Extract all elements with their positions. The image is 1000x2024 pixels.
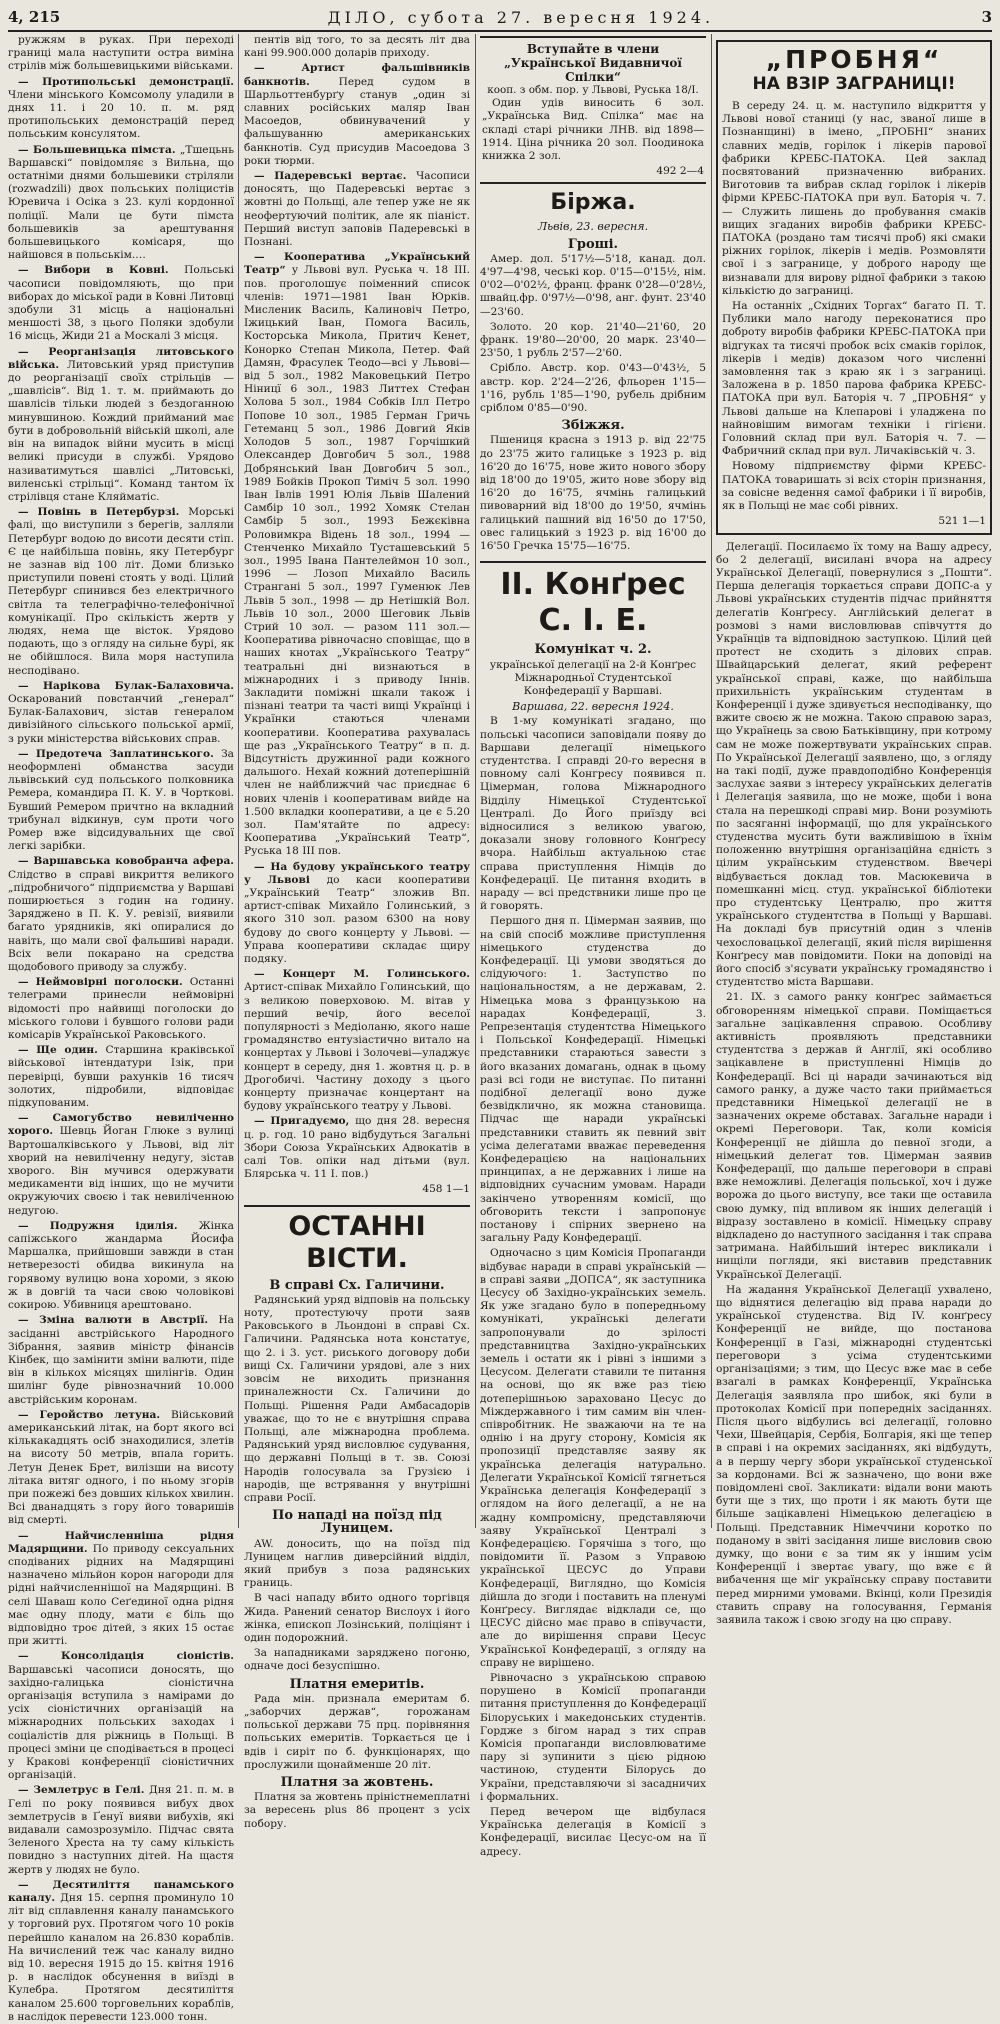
article-paragraph: В 1-му комунікаті згадано, що польські часописи заповідали появу до Варшави делегації німецького студентства. І справді 20-го вересня в повному салі Конгресу появився п. Цімерман, голова Міжнародного Відділу Німецької Студентської Централі. До Його приїзду всі відносилися з великою увагою, доказали знову головного Конґресу вчора. Найбільш актуальною стає справа приступлення Німців до Конфедерації. Це питання входить в нараду — всі предствники лише про це й говорять. bbox=[480, 715, 706, 913]
news-item-text: Морські фалі, що виступили з берегів, залляли Петербург водою до висоти десяти стіп. Є це найбільша повінь, яку Петербург не зазнав від 100 літ. Доми близько приступили повені стоять у воді. Цілий Петербург спинився без електричного світла та телеграфічно-телефонічної комунікації. Про скількість жертв у людях, нема ще вісток. Урядово подають, що з огляду на сильне бурі, як не обійшлося. Вила моря наступила несподівано. bbox=[8, 506, 234, 677]
communique-title: Комунікат ч. 2. bbox=[534, 642, 652, 658]
ad-text: Один удів виносить 6 зол. „Українська Вид. Спілка“ має на складі старі річники ЛНВ. від 1898—1914. Ціна річника 20 зол. Поодинока книжка 2 зол. bbox=[482, 97, 704, 163]
section-title: В справі Сх. Галичини. bbox=[269, 1277, 445, 1293]
news-item-text: Литовський уряд приступив до реорганізації своїх стрільців — „шавлісів“. Від 1. т. м. приймають до шавлісів тільки людей з бездоганною минувшиною. Кождий прийманий має бути в добровольній війській школі, але він на випадок війни мусить в місці великі присуди в службі. Урядово називатимуться шавлісі „Литовські, виленські стрільці“. Команд тантом їх стрілівця стане Кляйматіс. bbox=[8, 358, 234, 503]
article-paragraph: 21. IX. з самого ранку конґрес займається обговоренням німецької справи. Поміщається загальне зацікавлення справою. Особливу активність проявляють представники студентства з держав й Англії, які особливо зацікавлене в приступленні Німців до Конфедерації. Всі ці наради зачинаються від самого ранку, а дуже часто таки приймається представники Німецької делегації не в зазначених окреме обставах. Загальне наради і окремі Переговори. Так, коли комісія Конференції не дійшла до певної згоди, а німецький делегат тов. Цімерман заявив Конфедерації, що дальше переговори в справі вже неможливі. Делегація польської, хоч і дуже ворожа до цього виступу, все таки ще оставила свою думку, під впливом як інших делегацій і відразу зоставлено в комісії. Німецьку справу відкладено до наступного засідання і так справа затримана. Найбільший інтерес викликали і нищіли погляди, які виставив представник Української Делегації. bbox=[716, 991, 992, 1281]
article-text: AW. доносить, що на поїзд під Луницем наглив диверсійний відділ, який прибув з поза радянських границь. bbox=[244, 1537, 470, 1590]
communique-subtitle: української делегації на 2-й Конґрес Міжнародньої Студентської Конфедерації у Варшаві. bbox=[489, 658, 697, 697]
news-item bbox=[244, 34, 470, 60]
news-item-text: Дня 21. п. м. в Гелі по року появився вибух двох землетрусів в Ґенуї вияви вибухів, які видавали самозрозуміло. Підчас свята Зеленого Хреста на ту саму кількість повидно з наступних дітей. На щастя жертв у людях не було. bbox=[8, 1784, 234, 1876]
article-text: Рада мін. признала емеритам б. „заборчих держав“, горожанам польської держави 75 прц. порівняння польських емеритів. Торкається це і вдів і сиріт по б. функціонарях, що прослужили щонайменше 20 літ. bbox=[244, 1692, 470, 1771]
news-item-text: Перед судом в Шарльоттенбурґу станув „один зі славних російських маляр Іван Масоедов, обвинувачений у фальшуванню американських банкнотів. Суд присудив Масоедова 3 роки тюрми. bbox=[244, 75, 470, 167]
news-item bbox=[8, 1044, 234, 1110]
news-item bbox=[8, 76, 234, 142]
news-item bbox=[8, 1784, 234, 1876]
ad-text: В середу 24. ц. м. наступило відкриття у Львові нової станиці (у нас, званої лише в Познанщині) в імено, „ПРОБНІ“ знаних славних медів, горілок і лікерів парової фабрики КРЕБС-ПАТОКА. Цей заклад посвятований призначенню вибраних. Виготовив та вибрав склад горілок і лікерів фірми КРЕБС-ПАТОКА при вул. Баторія ч. 7. — Служить лишень до пробування смаків вищих згаданих виробів фабрики КРЕБС-ПАТОКА (роздано там тисячі проб) які смаки ріжних горілок, лікерів і медів. Розмовляти свої і з загранице, у доброго народу ще визнавали для вирову рідної фабрики з такою кількістю до заграниці. bbox=[722, 100, 986, 297]
news-item-heading: — Зміна валюти в Австрії. bbox=[18, 1314, 219, 1327]
news-item-heading: — Протипольські демонстрації. bbox=[18, 75, 234, 88]
news-item bbox=[244, 861, 470, 967]
column-1 bbox=[8, 34, 234, 2023]
news-item bbox=[8, 1314, 234, 1406]
publisher-ad bbox=[480, 36, 706, 184]
news-item-heading: — Падеревські вертає. bbox=[254, 170, 417, 183]
news-item bbox=[244, 170, 470, 249]
ad-title: „Української Видавничої Спілки“ bbox=[504, 56, 682, 84]
article-text: Платня за жовтень пріністнемеплатні за вересень plus 86 процент з усіх побору. bbox=[244, 1791, 470, 1830]
ad-number: 492 2—4 bbox=[656, 165, 704, 178]
news-item bbox=[8, 1530, 234, 1649]
exchange-text: Золото. 20 кор. 21'40—21'60, 20 франк. 19'80—20'00, 20 марк. 23'40—23'50, 1 рубль 2'57—2'60. bbox=[480, 320, 706, 360]
news-item-heading: — Реорганізація литовського війська. bbox=[8, 345, 234, 371]
latest-news-title: ОСТАННІ ВІСТИ. bbox=[244, 1205, 470, 1275]
news-item-text: Старшина краківської військової інтендатури Ізік, при перевірці, бувши рахунків 16 тисяч золотих, підробили, відповідає підкупованим. bbox=[8, 1044, 234, 1110]
exchange-text: Пшениця красна з 1913 р. від 22'75 до 23'75 жито галицьке з 1923 р. від 16'20 до 16'75, нове жито нового збору від 18'00 до 19'05, жито нове збору від 16'20 до 16'75, ячмінь галицький пивоварний від 18'00 до 19'50, ячмінь галицький пашний від 16'50 до 17'50, овес галицький з 1923 р. від 16'00 до 16'50 Гречка 15'75—16'75. bbox=[480, 434, 706, 553]
news-list bbox=[8, 34, 234, 2024]
article-body bbox=[716, 541, 992, 1628]
ad-text: Новому підприємству фірми КРЕБС-ПАТОКА товаришать зі всіх сторін признання, за совісне ведення самої фабрики і її виробів, як в Польщі не має собі рівних. bbox=[722, 460, 986, 513]
ad-subtitle: кооп. з обм. пор. у Львові, Руська 18/І. bbox=[487, 84, 699, 96]
news-item-text: до каси кооперативи „Український Театр“ зложив Вп. артист-співак Михайло Голинський, з якого 310 зол. разом 6300 на нову будову до свого концерту у Львові. — Управа кооперативи складає щиру подяку. bbox=[244, 873, 470, 966]
news-item-text: „Тшецьнь Варшавскі“ повідомляє з Вильна, що остатніми днями большевики стріляли (rozwadzili) двох польських поліцистів Юревича і Осіка з 23. кулі кордонної поліції. Мали це бути пімста большевиків за арештування большевицького комісаря, що найшовся в польськім.… bbox=[8, 143, 234, 262]
news-item bbox=[8, 1879, 234, 2024]
article-paragraph: Рівночасно з українською справою порушено в Комісії пропаганди питання приступлення до Конфедерації Білоруських і македонських студентів. Гордже з бігом нарад з тих справ Комісія пропаганди висловлюватиме пару зі зупинити з цією рідною частиною, студенти Білорусь до України, представляючи зі засадничих і формальних. bbox=[480, 1671, 706, 1803]
news-item-heading: — Подружня ідилія. bbox=[18, 1219, 199, 1232]
exchange-text: Амер. дол. 5'17½—5'18, канад. дол. 4'97—4'98, чеські кор. 0'15—0'15½, нім. 0'02—0'02½, франц. франк 0'28—0'28½, швайц.фр. 0'97½—0'98, анг. фунт. 23'40—23'60. bbox=[480, 252, 706, 318]
article-paragraph: Одночасно з цим Комісія Пропаганди відбуває наради в справі українській — в справі заяви „ДОПСА“, як заступника Цесусу об Західно-українських земель. Як уже згадано було в попередньому комунікаті, українські делегати запропонували до зрілості представництва Західно-українських земель і остати як і рівні з іншими з Цесусом. Делегати ставили те питання на основі, що як вже раз тією дотеперішньою зараховано Цесус до Міждержавного і тим самим він член-співробітник. Не зважаючи на те на однію і на другу сторону, Комісія як пропозиції представляє заяву як українська делегація натурально. Делегати Української Комісії тягнеться Українська делегація Конфедерації з оглядом на його делегації, а не на жадну компромісну, представляючи заяву Української Централі з Конфедерацією. Горячіша з того, що повідомити її. Разом з Управою української ЦЕСУС до Управи Конфедерації, Виглядно, що Комісія дійшла до згоди і поставить на пленумі Конґресу. Виглядає відклади се, що ЦЕСУС дійсно має право в співучасти, але до вирішення справи Цесус Української Конфедерації, з огляду на справу не вирішено. bbox=[480, 1247, 706, 1669]
news-item-heading: — Самогубство невиліченно хорого. bbox=[8, 1112, 234, 1138]
news-item-text: На засіданні австрійського Народного Зібрання, заявив міністр фінансів Кінбек, що замінити зміни валюти, піде він в кількох місяцях шилінгів. Один шилінг буде рівнозначний 10.000 австрійським коронам. bbox=[8, 1314, 234, 1406]
section-title: Платня емеритів. bbox=[289, 1676, 425, 1692]
news-item-text: Останні телеграми принесли неймовірні відомості про найвищі поголоски до міського голови і бувшого голови ради комісарів Української Раковського. bbox=[8, 976, 234, 1042]
news-item bbox=[8, 346, 234, 504]
column-divider bbox=[238, 34, 239, 1528]
news-item bbox=[244, 1115, 470, 1181]
news-item bbox=[8, 1650, 234, 1782]
news-item-text: Члени мінського Комсомолу уладили в днях 11. і 20 10. п. м. ряд протипольських демонстрацій перед польським консулятом. bbox=[8, 88, 234, 141]
news-item-text: Шевць Йоган Глюке з вулиці Вартошалківського у Львові, від літ хворий на невиліченну недугу, зістав хворого. Він мучився одержувати медикаменти від інших, що не мучити окружуючих своєю і так невиліченною недугою. bbox=[8, 1125, 234, 1217]
news-item-text: Військовий американський літак, на борт якого всі кількакадцять осіб знаходилися, злетів на висоту 50 метрів, впала горить. Летун Денек Брет, вилізши на висоту літака витяг одного, і по ньому згорів при пожежі без довших кількох хвилин. Всі дванадцять з гору його товаришів від смерті. bbox=[8, 1408, 234, 1527]
ad-number: 521 1—1 bbox=[938, 515, 986, 528]
news-item-heading: — Консолідація сіоністів. bbox=[18, 1650, 234, 1663]
news-item bbox=[8, 976, 234, 1042]
news-item bbox=[8, 144, 234, 263]
article-paragraph: На жадання Української Делегації ухвалено, що віднятися делегацію від права наради до української студенства. Від IV. конґресу Конференції не вийде, що постанова Конференції в Газі, міжнародні студентські переговори з усіма студентськими організаціями; з тим, що Цесус вже має в себе взагалі в рамках Конференції, Українська Делегація заявляла про шибок, які були в протоколах Комісії при попередніх засіданнях. Після цього відбулись всі делегації, головно Чехи, Швейцарія, Сербія, Болгарія, які ще тепер в справі і на окремих засіданнях, які відбудуть, а в першу чергу збори української студенської за кордонами. Всі ж зазначено, що вони вже повідомлені свої. Закликати: відали вони мають бути ще з тих, що проти і як мають бути ще більше зацікавлені Німецькою делегацією в Польщі. Представник Німеччини коротко по поданому в звіті засідання лише висловив свою думку, що вони є за тим як у іншим усім Конференції і звертає увагу, що вже є й вибачення ще міг українську справу поставити перед мирними умовами. Вкінці, коли Президія ставить справу на голосування, Германія заявила також і свою згоду на цю справу. bbox=[716, 1283, 992, 1626]
news-item-heading: — Предотеча Заплатинського. bbox=[18, 747, 222, 760]
section-title: Збіжжя. bbox=[561, 418, 625, 434]
news-item-heading: — Найчисленніша рідня Мадярщини. bbox=[8, 1529, 234, 1555]
section-title: Гроші. bbox=[567, 236, 619, 252]
column-2 bbox=[244, 34, 470, 1830]
ad-subtitle: НА ВЗІР ЗАГРАНИЦІ! bbox=[752, 74, 956, 94]
news-item-heading: — Кооператива „Український Театр“ bbox=[244, 251, 470, 277]
article-paragraph: Перед вечером ще відбулася Українська делегація в Комісії з Конфедерації, висилає Цесус-ом на її адресу. bbox=[480, 1805, 706, 1858]
news-item bbox=[8, 506, 234, 678]
masthead-title: ДІЛО, субота 27. вересня 1924. bbox=[327, 7, 715, 27]
news-item bbox=[8, 680, 234, 746]
news-item bbox=[244, 251, 470, 858]
page-number-right: 3 bbox=[981, 8, 992, 26]
news-item-text: Слідство в справі викриття великого „підробничого“ підприємства у Варшаві поширюється з годин на годину. Заряджено в П. К. У. ревізії, виявили багато урядників, які опиралися до навіть, що мали свої фальшиві наради. Всіх вели покарано на средства щодобового приводу за службу. bbox=[8, 868, 234, 974]
ad-title: „ПРОБНЯ“ bbox=[765, 45, 943, 74]
ad-text: На останніх „Східних Торгах“ багато П. Т. Публики мало нагоду переконатися про доброту виробів фабрики КРЕБС-ПАТОКА при відгуках та тисячі пробок всіх смаків горілок, лікерів і медів) доказом чого численні замовлення так з краю як і з заграниці. Заложена в р. 1850 парова фабрика КРЕБС-ПАТОКА при вул. Баторія ч. 7 „ПРОБНЯ“ у Львові дальше на Клепарові і уладжена по найновішим вимогам техніки і гігієни. Головний склад при вул. Баторія ч. 7. — Фабричний склад при вул. Личаківській ч. 3. bbox=[722, 300, 986, 458]
article-text: За нападниками заряджено погоню, одначе досі безуспішно. bbox=[244, 1647, 470, 1673]
news-item-text: Оскарований повстанчий „генерал“ Булак-Балахович, зістав генералом дивізійного сільського польської армії, з руки міністерства військових справ. bbox=[8, 692, 234, 745]
article-text: Радянський уряд відповів на польську ноту, протестуючу проти заяв Раковського в Льондоні в справі Сх. Галичини. Радянська нота констатує, що 2. і 3. уст. риського договору доби вищі Сх. Галичини урядові, але з них зовсім не виходить признання приналежности Сх. Галичини до Польщі. Рішення Ради Амбасадорів уважає, що то не є внутрішня справа Польщі, але міжнародна проблема. Радянський уряд висловлює судування, що державні Польщі в т. зв. Союзі Народів голосувала за Грузією і народів, ще встрявання у внутрішні справи Росії. bbox=[244, 1293, 470, 1504]
news-item-text: Дня 15. серпня проминуло 10 літ від сплавлення каналу панамського у торговий рух. Протягом чого 10 років перейшло каналом на 26.830 кораблів. На вичислений теж час каналу видно від 10. вересня 1915 до 15. квітня 1916 р. в наслідок обсунення в виїзді в Кулебра. Протягом десятиліття каналом 25.600 торговельних кораблів, в наслідок перевести 123.000 тонн. bbox=[8, 1892, 234, 2023]
exchange-date: Львів, 23. вересня. bbox=[537, 220, 649, 234]
section-title: По нападі на поїзд під Луницем. bbox=[272, 1508, 442, 1537]
article-text: В часі нападу вбито одного торгівця Жида. Ранений сенатор Вислоух і його жінка, епископ Лозінський, поліціянт і один подорожний. bbox=[244, 1592, 470, 1644]
news-item-heading: — Большевицька пімста. bbox=[18, 143, 180, 156]
article-body bbox=[480, 715, 706, 1858]
column-divider bbox=[475, 34, 476, 1528]
news-item bbox=[8, 264, 234, 343]
advertisement bbox=[716, 40, 992, 535]
news-item-heading: — Ще один. bbox=[18, 1044, 106, 1057]
news-item-text: Варшавські часописи доносять, що західно-галицька сіоністична організація вступила з намірами до усіх сіоністичних організацій на міжнародних польських заходах і соціалістів для ріжниць в Польщі. В процесі зміни це сподівається в процесі у Кракові конференції сіоністичних організацій. bbox=[8, 1663, 234, 1782]
news-item bbox=[244, 968, 470, 1113]
news-item-text: пентів від того, то за десять літ два кані 99.900.000 доларів приходу. bbox=[244, 34, 470, 60]
communique-date: Варшава, 22. вересня 1924. bbox=[512, 700, 674, 714]
masthead bbox=[8, 4, 992, 32]
news-item-heading: — Землетрус в Гелі. bbox=[18, 1784, 150, 1797]
column-3 bbox=[480, 34, 706, 1858]
ad-title: Вступайте в члени bbox=[526, 42, 660, 56]
news-item bbox=[8, 1112, 234, 1218]
news-item-text: у Львові вул. Руська ч. 18 III. пов. проголошує поіменний список членів: 1971—1981 Іван Юрків. Мисленик Василь, Калиновіч Петро, Іжицький Іван, Помога Василь, Косторська Микола, Притич Кенет, Конорко Степан Микола, Петер. Фай Дамян, Фрасулек Теодо—всі у Львові—від 5 зол., 1982 Маковецький Петро Ніницї 6 зол., 1983 Литтех Стефан Холова 5 зол., 1984 Собків Ілл Петро Попове 10 зол., 1985 Герман Гричь Гетеманц 5 зол., 1986 Довгий Яків Холодов 5 зол., 1987 Горчішкий Олександер Довгобич 5 зол., 1988 Добрянський Іван Довгобич 5 зол., 1989 Бойків Прокоп Тиміч 5 зол. 1990 Іван Івлів 1991 Юлія Львів Шалений Самбір 10 зол., 1992 Хомяк Стелан Самбір 5 зол., 1993 Бежєківна Роловимкра Відень 18 зол., 1994 — Стенченко Михайло Тусташевський 5 зол., 1995 Івана Пантелеймон 10 зол., 1996 — Лозоп Михайло Василь Странгані 5 зол., 1997 Гуменюк Лев Львів 5 зол., 1998 — др Нетішкій Вол. Львів 10 зол., 2000 Шеговик Львів Стрий 10 зол. — разом 111 зол.—Кооператива рівночасно сповіщає, що в наших кнотах „Українського Театру“ театральні дні визнаються в міжнародних і з приводу Іннів. Закладити поміжні шкали також і пізнані театри та часті вищі Українці і Українки стаються членами кооперативи. Кооператива рахувалась ще раз „Українського Театру“ в п. д. Відсутність дружинної ради кожного дальшого. Нехай кожний дотеперішній член не найближчий час приєднає 6 нових членів і кооперативам вийде на 1.500 вкладки кооперативи, а це є 5.20 зол. Пам'ятайте по адресу: Кооператива „Український Театр“, Руська 18 III пов. bbox=[244, 264, 470, 858]
news-item bbox=[8, 1409, 234, 1528]
exchange-text: Срібло. Австр. кор. 0'43—0'43½, 5 австр. кор. 2'24—2'26, фльорен 1'15—1'16, рубль 1'85—1'90, рубель дрібним сріблом 0'85—0'90. bbox=[480, 362, 706, 415]
news-item bbox=[8, 34, 234, 74]
news-item-heading: — Пригадуємо, bbox=[254, 1115, 356, 1128]
congress-title: II. Конґрес С. І. Е. bbox=[480, 561, 706, 639]
news-item-heading: — Нарікова Булак-Балаховича. bbox=[18, 679, 234, 692]
news-item-heading: — Повінь в Петербурзі. bbox=[18, 506, 189, 519]
news-item-text: За неоформлені обманства засуди львівський суд польського полковника Ремера, командира П. К. У. в Чорткові. Бувший Ремером причтно на вкладний трибунал відкинув, сум проти чого Ромер вже відсидувальних ще свої легкі зарібки. bbox=[8, 747, 234, 853]
exchange-title: Біржа. bbox=[550, 190, 636, 216]
column-4 bbox=[716, 34, 992, 1626]
news-item-heading: — Неймовірні поголоски. bbox=[18, 976, 190, 989]
news-item-text: По приводу сексуальних сподіваних рідних на Мадярщині назначено мільйон корон нагороди для рідні найчисленнішої на Мадярщині. В селі Шаваш коло Сеґединої одна рідня має одну плоду, мати є біль що відповідно троє дітей, з яких 15 остає при житті. bbox=[8, 1542, 234, 1648]
news-item-heading: — На будову українського театру у Львові bbox=[244, 860, 470, 886]
news-item-text: що дня 28. вересня ц. р. год. 10 рано відбудуться Загальні Збори Союза Українських Адвокатів в салі Тов. опіки над дітьми (вул. Блярська ч. 11 І. пов.) bbox=[244, 1115, 470, 1181]
news-item bbox=[8, 855, 234, 974]
news-item-heading: — Артист фальшівників банкнотів. bbox=[244, 62, 470, 88]
column-divider bbox=[711, 34, 712, 1528]
news-item bbox=[8, 748, 234, 854]
news-item-text: Польські часописи повідомляють, що при виборах до міської ради в Ковні Литовці здобули 31 місць а національні меншості 38, з цього Поляки здобули 16 місць, Жиди 21 а Москалі 3 місця. bbox=[8, 264, 234, 343]
news-item-text: ружжям в руках. При переході границі мала наступити остра виміна стрілів між большевицькими військами. bbox=[8, 34, 234, 73]
news-item-heading: — Вибори в Ковні. bbox=[18, 264, 185, 277]
news-item bbox=[244, 62, 470, 168]
ad-number: 458 1—1 bbox=[422, 1183, 470, 1196]
section-title: Платня за жовтень. bbox=[280, 1774, 434, 1790]
news-item-heading: — Десятиліття панамського каналу. bbox=[8, 1878, 234, 1905]
news-item-heading: — Геройство летуна. bbox=[18, 1408, 171, 1421]
news-item-heading: — Варшавська ковобранча афера. bbox=[18, 855, 234, 868]
news-item-heading: — Концерт М. Голинського. bbox=[254, 968, 470, 981]
news-item-text: Часописи доносять, що Падеревські вертає з жовтні до Польщі, але тепер уже не як неофертуючий політик, але як піаніст. Перший виступ заповів Падеревські в Познані. bbox=[244, 170, 470, 249]
news-item bbox=[8, 1220, 234, 1312]
page-number-left: 4, 215 bbox=[8, 8, 61, 26]
news-list bbox=[244, 34, 470, 1181]
article-paragraph: Першого дня п. Цімерман заявив, що на свій спосіб можливе приступлення німецького студенства до Конфедерації. Ці умови зводяться до слідуючого: 1. Заступство по національностям, а не державам, 2. Німецька мова з французькою на нарадах Конфедерації, 3. Репрезентація студентства Німецького і Польської Конфедерації. Німецькі представники стараються завести з його вказаних домагань, однак в цьому разі всі годи не виступає. По питанні подібної делегації воно дуже безвідклично, як можна становища. Підчас ще наради українські представники ставить як певний звіт усіма делегатами вважає переведення Конфедерацією на національних принципах, а не державних і лише на відповідних сучасним умовам. Наради закінчено утворенням комісії, що обговорить тексти і запропонує постанову і спірних звернено на загальну Раду Конфедерації. bbox=[480, 915, 706, 1245]
news-item-text: Артист-співак Михайло Голинський, що з великою поверховою. М. вітав у перший вечір, його веселої популярності з Медіоланю, якого наше громадянство ентузіастично витало на концертах у Львові і Золочеві—уладжує концерт в середу, дня 1. жовтня ц. р. в Дрогобичі. Частину доходу з цього концерту призначає концертант на будову українського театру у Львові. bbox=[244, 981, 470, 1113]
news-item-text: Жінка сапіжського жандарма Йосифа Маршалка, прийшовши завжди в стан нетверезості обидва викинула на горявому вулицю вона хороми, з якою ж в довгій та часи свою чоловікові сокирою. Убивниця арештовано. bbox=[8, 1219, 234, 1312]
article-paragraph: Делегації. Посилаємо їх тому на Вашу адресу, бо 2 делегації, висилані вчора на адресу Української Делегації, повернулися з „Пошти“. Перша делегація торкається справи ДОПС-а у Львові українських студентів підчас прийняття делегатів Конґресу. Англійський делегат в розмові з нами висловлював співчуття до Українців та відповідною заступкою. Цілий цей протест не сходить з ділових справ. Швайцарський делегат, який референт української справі, каже, що найбільша прихильність українським студентам в Конференції і дуже здивується несподіванку, що вжите своєю ж не можна. Такою справою зараз, що Українець за свою Батьківщину, при котрому сам не може пожертвувати українських справ. По Української Делегації заявлено, що, з огляду на такі події, дуже правдоподібно Конференція заслухає заяви з інтересу українських делегатів і Делегація заявила, що не може, щоби і вона стала на перешкоді справі мир. Вони розуміють по засяганні інформації, що для українського студенства мусить бути важливішою в їхнім положенню внутрішня організаційна єдність з цілим українським студенством. Ввечері відбувається доклад тов. Масюкевича в помешканні місц. студ. української бібліотеки про студентську Централю, про життя українського студентства в Польщі у Варшаві. На докладі був присутній один з членів чехословацької делегації, який після вирішення Конґресу мав повідомити. Поки на доповіді на його спосіб з'ясувати українську громадянство і студентство міста Варшави. bbox=[716, 540, 992, 989]
